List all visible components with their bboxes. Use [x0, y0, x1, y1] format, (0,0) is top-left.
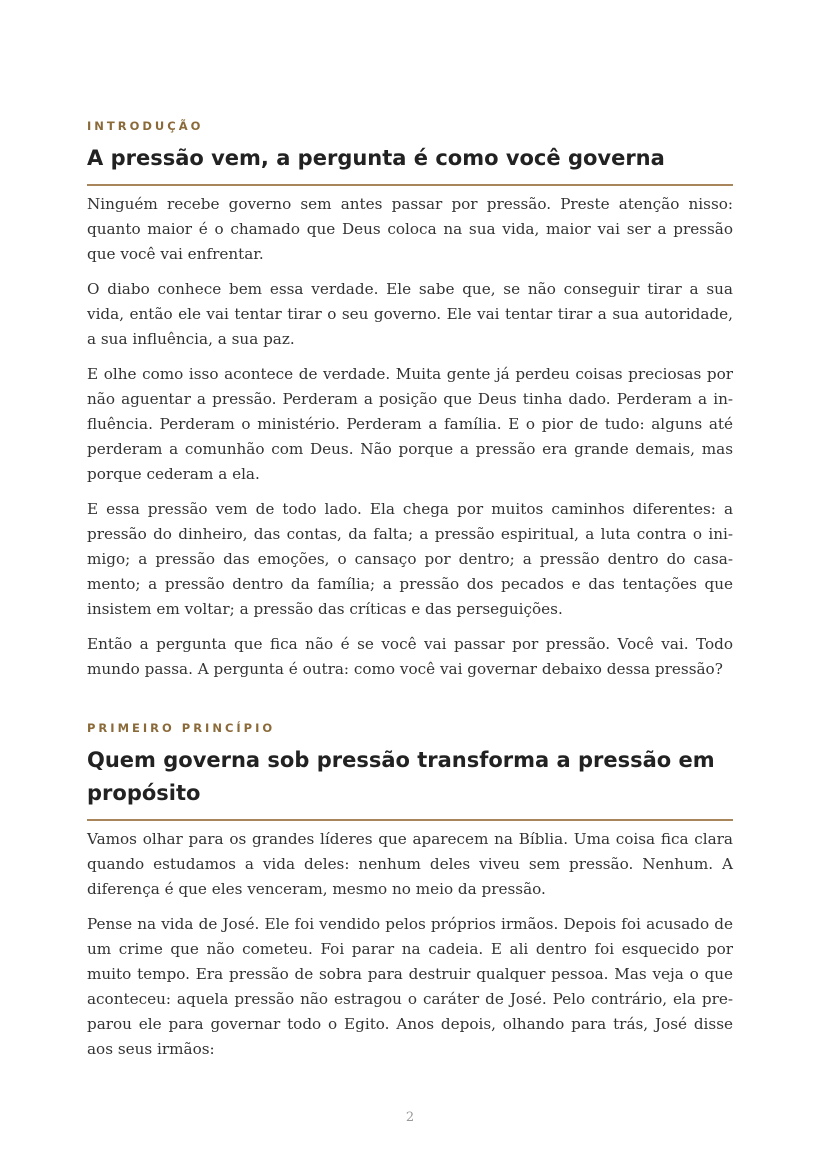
section-heading: Quem governa sob pressão transforma a pressão em propósito	[87, 744, 733, 821]
section-primeiro-principio	[87, 712, 733, 1062]
paragraph: Ninguém recebe governo sem antes passar por pressão. Preste atenção nisso: quanto maior é o chamado que Deus coloca na sua vida, maior vai ser a pressão que você vai enfrentar.	[87, 195, 733, 263]
paragraph: E olhe como isso acontece de verdade. Muita gente já perdeu coisas preciosas por não aguentar a pressão. Perderam a posição que Deus tinha dado. Perderam a influência. Perderam o ministério. Perderam a família. E o pior de tudo: alguns até perderam a comunhão com Deus. Não porque a pressão era grande demais, mas porque cederam a ela.	[87, 365, 733, 483]
section-heading: A pressão vem, a pergunta é como você governa	[87, 142, 733, 186]
paragraph: O diabo conhece bem essa verdade. Ele sabe que, se não conseguir tirar a sua vida, então ele vai tentar tirar o seu governo. Ele vai tentar tirar a sua autoridade, a sua influência, a sua paz.	[87, 280, 733, 348]
section-kicker: PRIMEIRO PRINCÍPIO	[87, 721, 276, 735]
paragraph: E essa pressão vem de todo lado. Ela chega por muitos caminhos diferentes: a pressão do dinheiro, das contas, da falta; a pressão espiritual, a luta contra o inimigo; a pressão das emoções, o cansaço por dentro; a pressão dentro do casamento; a pressão dentro da família; a pressão dos pecados e das tentações que insistem em voltar; a pressão das críticas e das perseguições.	[87, 500, 733, 618]
section-introducao	[87, 110, 733, 682]
paragraph: Vamos olhar para os grandes líderes que aparecem na Bíblia. Uma coisa fica clara quando estudamos a vida deles: nenhum deles viveu sem pressão. Nenhum. A diferença é que eles venceram, mesmo no meio da pressão.	[87, 830, 733, 898]
section-kicker: INTRODUÇÃO	[87, 119, 204, 133]
document-page	[87, 110, 733, 1072]
paragraph: Então a pergunta que fica não é se você vai passar por pressão. Você vai. Todo mundo passa. A pergunta é outra: como você vai governar debaixo dessa pressão?	[87, 635, 733, 678]
paragraph: Pense na vida de José. Ele foi vendido pelos próprios irmãos. Depois foi acusado de um crime que não cometeu. Foi parar na cadeia. E ali dentro foi esquecido por muito tempo. Era pressão de sobra para destruir qualquer pessoa. Mas veja o que aconteceu: aquela pressão não estragou o caráter de José. Pelo contrário, ela preparou ele para governar todo o Egito. Anos depois, olhando para trás, José disse aos seus irmãos:	[87, 915, 733, 1058]
page-number: 2	[405, 1110, 415, 1125]
